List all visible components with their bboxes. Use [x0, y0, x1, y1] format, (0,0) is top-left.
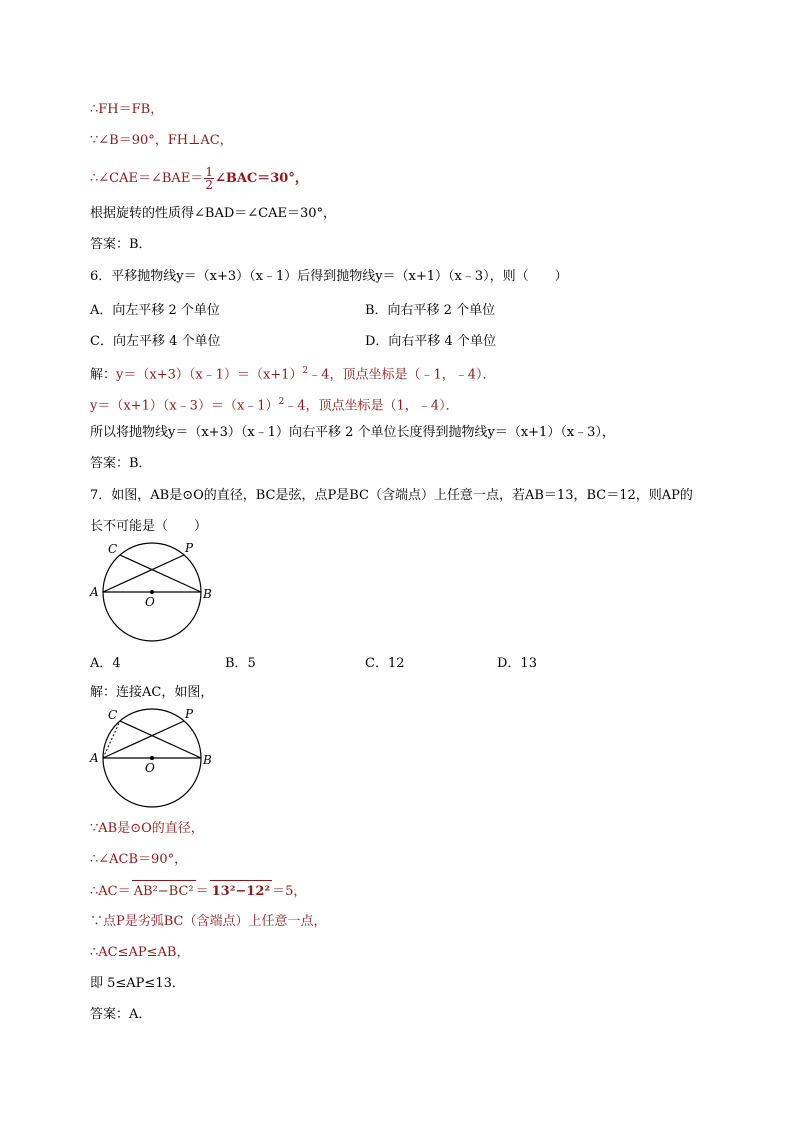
- sqrt-13-12: [210, 880, 272, 903]
- center-point: [150, 590, 154, 594]
- q7-option-d: D．13: [497, 656, 537, 671]
- q7-solution-line1: ∵AB是⊙O的直径，: [90, 821, 204, 836]
- half-fraction: [204, 166, 214, 191]
- q7-option-c: C．12: [365, 656, 405, 671]
- label-p: P: [185, 541, 194, 555]
- label-p-2: P: [185, 707, 194, 721]
- q6-option-b: B．向右平移 2 个单位: [365, 303, 496, 318]
- label-c-2: C: [108, 708, 118, 722]
- fraction-denominator: 2: [205, 178, 213, 192]
- q6-solution-line1: [90, 362, 496, 384]
- q7-circle-figure: [86, 538, 216, 648]
- line-cae-start: ∴∠CAE＝∠BAE＝: [90, 171, 204, 186]
- q6-sol2-expr: y＝（x+1）（x﹣3）＝（x﹣1）: [90, 398, 279, 414]
- line-cae: [90, 165, 308, 193]
- label-b: B: [203, 587, 212, 601]
- sol3-end: ＝5，: [272, 884, 307, 899]
- q7-solution-line2: ∴∠ACB＝90°，: [90, 852, 188, 867]
- q7-solution-line5: ∴AC≤AP≤AB，: [90, 945, 190, 960]
- q7-stem-line2: 长不可能是（ ）: [90, 519, 208, 534]
- q6-sol1-end: ﹣4，顶点坐标是（﹣1，﹣4）．: [308, 367, 496, 383]
- label-b-2: B: [203, 753, 212, 767]
- sqrt-ab-bc: [132, 880, 196, 903]
- q6-option-a: A．向左平移 2 个单位: [90, 303, 220, 318]
- q7-solution-figure: [86, 704, 216, 814]
- q7-solution-line6: 即 5≤AP≤13．: [90, 976, 185, 991]
- center-point-2: [150, 756, 154, 760]
- sol3-equals: ＝: [195, 884, 209, 899]
- label-a-2: A: [90, 751, 99, 765]
- q7-solution-line4: ∵点P是劣弧BC（含端点）上任意一点，: [90, 914, 327, 929]
- label-o: O: [145, 595, 155, 609]
- q6-option-c: C．向左平移 4 个单位: [90, 334, 221, 349]
- sol3-start: ∴AC＝: [90, 884, 131, 899]
- q6-solution-line3: 所以将抛物线y＝（x+3）（x﹣1）向右平移 2 个单位长度得到抛物线y＝（x+1）（x﹣3），: [90, 425, 615, 440]
- q6-solution-line2: [90, 393, 459, 415]
- q6-sol1-expr: y＝（x+3）（x﹣1）＝（x+1）: [116, 367, 303, 383]
- q6-option-d: D．向右平移 4 个单位: [365, 334, 496, 349]
- solution-label: 解：: [90, 367, 117, 383]
- q7-solution-line3: [90, 880, 306, 903]
- sqrt2-radicand: 13²−12²: [211, 884, 271, 899]
- answer-q7: 答案：A．: [90, 1007, 152, 1022]
- q7-option-b: B．5: [225, 656, 256, 671]
- q7-stem-line1: 7．如图，AB是⊙O的直径，BC是弦，点P是BC（含端点）上任意一点，若AB＝13，BC＝12，则AP的: [90, 488, 693, 503]
- answer-q6: 答案：B．: [90, 456, 152, 471]
- q7-option-a: A．4: [90, 656, 121, 671]
- q6-sol2-sup: 2: [278, 397, 285, 407]
- label-c: C: [108, 542, 118, 556]
- q6-sol2-end: ﹣4，顶点坐标是（1，﹣4）．: [284, 398, 459, 414]
- sqrt1-radicand: AB²−BC²: [133, 884, 194, 899]
- label-o-2: O: [145, 761, 155, 775]
- dashed-ac: [103, 721, 120, 758]
- answer-q5: 答案：B．: [90, 237, 152, 252]
- line-rotation: 根据旋转的性质得∠BAD＝∠CAE＝30°，: [90, 206, 337, 221]
- fraction-numerator: 1: [205, 165, 213, 179]
- q6-stem: 6．平移抛物线y＝（x+3）（x﹣1）后得到抛物线y＝（x+1）（x﹣3），则（ ）: [90, 269, 568, 284]
- line-angle-b: ∵∠B＝90°，FH⊥AC，: [90, 133, 233, 148]
- q6-sol1-sup: 2: [302, 366, 309, 376]
- label-a: A: [90, 585, 99, 599]
- line-cae-end: ∠BAC＝30°，: [214, 171, 308, 186]
- line-fh-fb: ∴FH＝FB，: [90, 102, 164, 117]
- q7-solution-intro: 解：连接AC，如图，: [90, 685, 214, 700]
